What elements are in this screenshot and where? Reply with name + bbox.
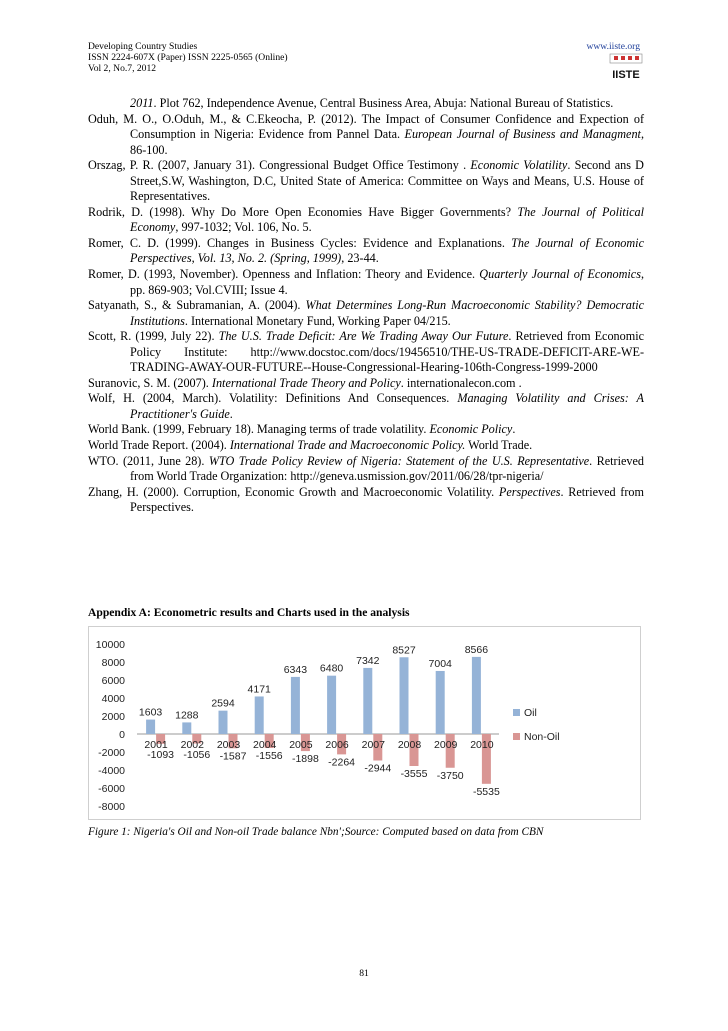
non-oil-data-label: -3750	[436, 769, 464, 782]
appendix-heading: Appendix A: Econometric results and Charts used in the analysis	[88, 606, 410, 619]
reference-part: Orszag, P. R. (2007, January 31). Congressional Budget Office Testimony .	[88, 158, 471, 173]
reference-italic-part: Quarterly Journal of Economics	[479, 267, 641, 282]
oil-data-label: 1288	[175, 709, 199, 722]
reference-italic-part: Economic Volatility	[470, 158, 568, 173]
journal-header	[88, 41, 288, 74]
reference-entry	[88, 485, 644, 516]
reference-italic-part: The Journal of Political Economy	[130, 204, 644, 235]
oil-bar	[363, 668, 372, 734]
x-category-label: 2002	[180, 739, 204, 751]
y-tick-label: 8000	[101, 657, 125, 669]
reference-part: World Trade Report. (2004).	[88, 438, 230, 453]
reference-entry	[88, 112, 644, 159]
reference-part: Zhang, H. (2000). Corruption, Economic Growth and Macroeconomic Volatility.	[88, 484, 499, 499]
reference-part: , 86-100.	[130, 127, 644, 157]
reference-entry	[88, 438, 644, 454]
y-tick-label: 2000	[101, 711, 125, 723]
legend-label-non-oil: Non-Oil	[524, 731, 560, 743]
reference-entry	[88, 267, 644, 298]
reference-part: . Retrieved from Perspectives.	[130, 484, 644, 515]
oil-data-label: 4171	[247, 683, 271, 696]
oil-bar	[146, 720, 155, 734]
non-oil-data-label: -1056	[183, 749, 211, 761]
reference-entry	[88, 158, 644, 205]
y-tick-label: 4000	[101, 693, 125, 705]
non-oil-data-label: -1093	[147, 749, 175, 761]
reference-italic-part: WTO Trade Policy Review of Nigeria: Statement of the U.S. Representative	[208, 453, 590, 468]
reference-part: Rodrik, D. (1998). Why Do More Open Economies Have Bigger Governments?	[88, 204, 518, 219]
reference-entry	[88, 454, 644, 485]
oil-bar	[182, 722, 191, 734]
oil-bar	[255, 696, 264, 734]
reference-entry	[88, 376, 644, 392]
legend-label-oil: Oil	[524, 707, 537, 719]
reference-part: .	[229, 406, 233, 421]
reference-part: Wolf, H. (2004, March). Volatility: Definitions And Consequences.	[88, 391, 458, 406]
reference-part: .	[512, 422, 516, 437]
non-oil-data-label: -1898	[291, 753, 319, 766]
reference-part: Satyanath, S., & Subramanian, A. (2004).	[88, 298, 306, 313]
oil-data-label: 6343	[283, 663, 308, 676]
y-tick-label: -8000	[98, 801, 125, 813]
reference-italic-part: Perspectives	[498, 484, 561, 499]
x-category-label: 2003	[216, 739, 241, 751]
reference-italic-part: The Journal of Economic Perspectives, Vol. 13, No. 2. (Spring, 1999)	[130, 235, 644, 266]
reference-italic-part: International Trade and Macroeconomic Policy.	[229, 438, 466, 453]
legend-swatch-non-oil	[513, 733, 520, 740]
oil-bar	[219, 711, 228, 734]
x-category-label: 2008	[397, 739, 422, 751]
x-category-label: 2001	[144, 739, 168, 751]
x-category-label: 2004	[253, 739, 277, 751]
reference-part: , 997-1032; Vol. 106, No. 5.	[175, 220, 312, 235]
x-category-label: 2005	[289, 739, 313, 751]
reference-part: . Second ans D Street,S.W, Washington, D.C, United State of America: Committee on Ways and Means, U.S. House of Representatives.	[130, 158, 644, 204]
reference-entry	[88, 422, 644, 438]
reference-italic-part: The U.S. Trade Deficit: Are We Trading Away Our Future	[218, 329, 509, 344]
x-category-label: 2006	[325, 739, 349, 751]
reference-part: . International Monetary Fund, Working Paper 04/215.	[184, 313, 451, 328]
y-tick-label: -4000	[98, 765, 125, 777]
reference-part: Scott, R. (1999, July 22).	[88, 329, 219, 344]
reference-entry	[88, 96, 644, 112]
reference-part: Oduh, M. O., O.Oduh, M., & C.Ekeocha, P. (2012). The Impact of Consumer Confidence and Expection of Consumption in Nigeria: Evidence from Pannel Data.	[88, 111, 644, 142]
oil-data-label: 2594	[211, 697, 235, 710]
oil-bar	[327, 676, 336, 734]
reference-italic-part: Managing Volatility and Crises: A Practitioner's Guide	[130, 391, 644, 421]
reference-part: . Plot 762, Independence Avenue, Central Business Area, Abuja: National Bureau of Statistics.	[153, 96, 614, 110]
reference-part: , 23-44.	[341, 251, 379, 266]
iiste-logo	[608, 53, 644, 81]
non-oil-data-label: -2264	[328, 756, 356, 769]
non-oil-data-label: -1556	[255, 750, 283, 763]
oil-data-label: 8527	[392, 644, 416, 657]
non-oil-data-label: -5535	[472, 785, 500, 798]
reference-italic-part: International Trade Theory and Policy	[211, 375, 401, 390]
reference-part: Suranovic, S. M. (2007).	[88, 375, 212, 390]
oil-data-label: 6480	[319, 662, 344, 675]
oil-bar	[472, 657, 481, 734]
x-category-label: 2010	[470, 739, 494, 751]
reference-entry	[88, 329, 644, 376]
reference-italic-part: European Journal of Business and Managment	[404, 127, 641, 142]
reference-part: World Bank. (1999, February 18). Managing terms of trade volatility.	[88, 422, 430, 437]
figure-caption: Figure 1: Nigeria's Oil and Non-oil Trade balance Nbn';Source: Computed based on data from CBN	[88, 826, 544, 838]
reference-part: . Retrieved from World Trade Organization: http://geneva.usmission.gov/2011/06/28/tpr-nigeria/	[130, 453, 644, 484]
oil-data-label: 8566	[464, 643, 489, 656]
y-tick-label: 10000	[95, 639, 125, 651]
y-tick-label: -6000	[98, 783, 125, 795]
reference-italic-part: Economic Policy	[429, 422, 513, 437]
oil-bar	[436, 671, 445, 734]
reference-part: World Trade.	[465, 438, 533, 453]
trade-balance-chart	[88, 626, 641, 820]
oil-data-label: 1603	[138, 706, 163, 719]
logo-text: IISTE	[612, 69, 640, 81]
oil-bar	[291, 677, 300, 734]
oil-data-label: 7004	[428, 657, 452, 670]
reference-part: . internationalecon.com .	[400, 375, 522, 390]
reference-entry	[88, 205, 644, 236]
reference-entry	[88, 236, 644, 267]
reference-italic-part: What Determines Long-Run Macroeconomic Stability? Democratic Institutions	[130, 298, 644, 328]
journal-issn: ISSN 2224-607X (Paper) ISSN 2225-0565 (Online)	[88, 52, 288, 63]
reference-entry	[88, 391, 644, 422]
bar-chart-canvas	[89, 627, 642, 821]
journal-volume: Vol 2, No.7, 2012	[88, 63, 157, 74]
reference-part: Romer, C. D. (1999). Changes in Business Cycles: Evidence and Explanations.	[88, 235, 512, 250]
reference-part: WTO. (2011, June 28).	[88, 453, 209, 468]
reference-part: Romer, D. (1993, November). Openness and Inflation: Theory and Evidence.	[88, 267, 480, 282]
oil-bar	[400, 657, 409, 734]
y-tick-label: -2000	[98, 747, 125, 759]
oil-data-label: 7342	[356, 654, 380, 667]
reference-part: . Retrieved from Economic Policy Institute: http://www.docstoc.com/docs/19456510/THE-US-TRADE-DEFICIT-ARE-WE-TRADING-AWAY-OUR-FUTURE--House-Congressional-Hearing-106th-Congress-1999-2000	[130, 329, 644, 375]
non-oil-data-label: -3555	[400, 767, 428, 780]
x-category-label: 2009	[434, 739, 458, 751]
reference-part: , pp. 869-903; Vol.CVIII; Issue 4.	[130, 267, 644, 297]
y-tick-label: 6000	[101, 675, 125, 687]
reference-entry	[88, 298, 644, 329]
non-oil-data-label: -2944	[364, 762, 392, 775]
journal-name: Developing Country Studies	[88, 41, 198, 52]
x-category-label: 2007	[361, 739, 385, 751]
page-number: 81	[359, 968, 369, 979]
journal-website[interactable]: www.iiste.org	[586, 41, 640, 52]
reference-italic-part: 2011	[130, 96, 154, 110]
reference-list	[88, 96, 644, 516]
legend-swatch-oil	[513, 709, 520, 716]
non-oil-data-label: -1587	[219, 750, 247, 763]
y-tick-label: 0	[119, 729, 125, 741]
